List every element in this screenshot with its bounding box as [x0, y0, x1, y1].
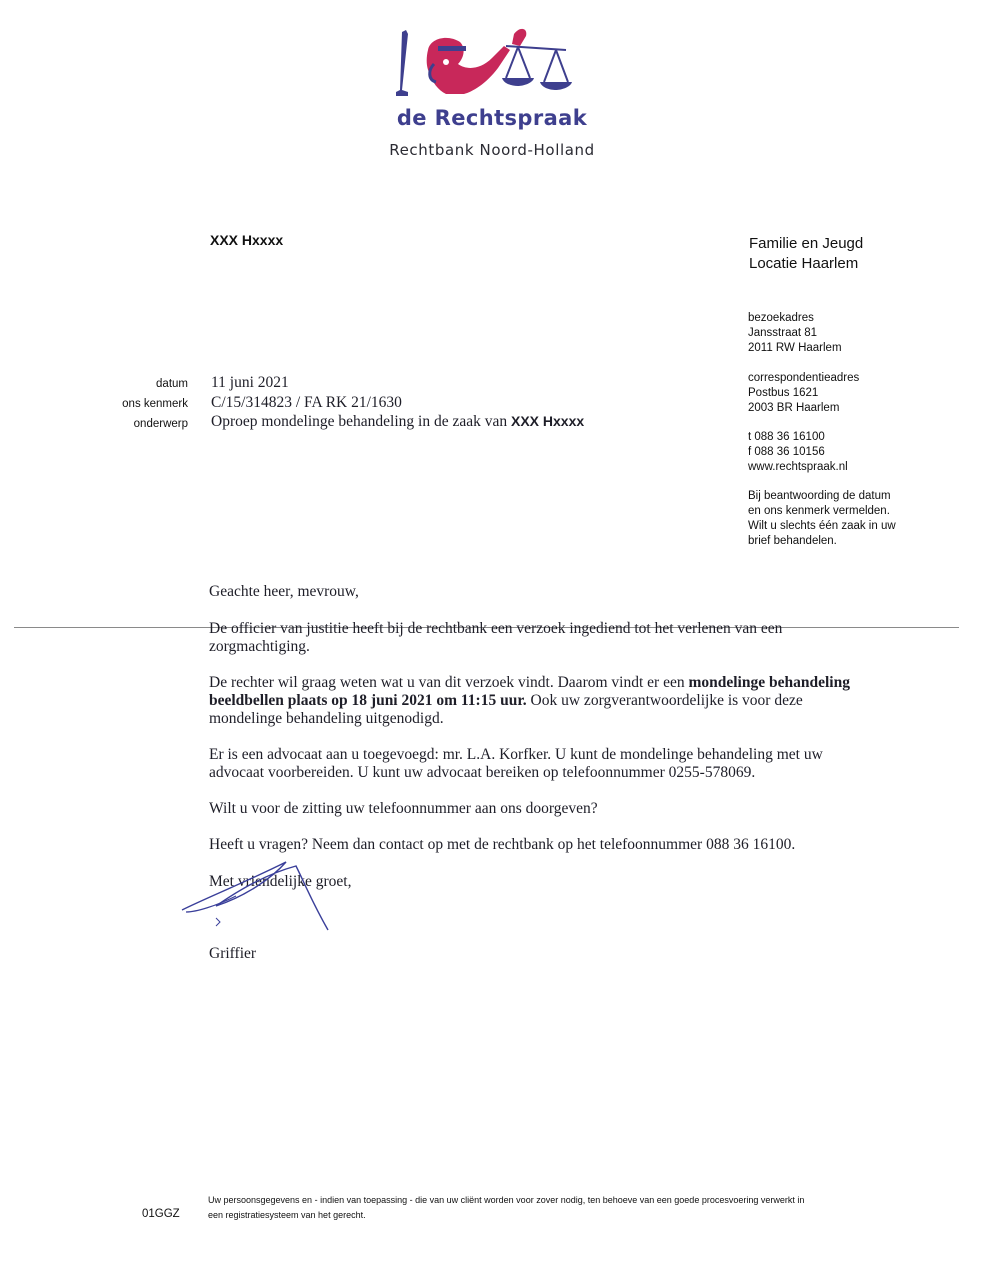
reply-note-line: Bij beantwoording de datum: [748, 490, 891, 502]
paragraph-3: [209, 746, 929, 782]
paragraph-line: zorgmachtiging.: [209, 638, 310, 655]
correspondence-city: 2003 BR Haarlem: [748, 402, 840, 414]
closing: Met vriendelijke groet,: [209, 873, 352, 890]
text-span: De rechter wil graag weten wat u van dit verzoek vindt. Daarom vindt er een: [209, 674, 685, 691]
signatory-title: Griffier: [209, 945, 257, 962]
signature: [176, 852, 366, 932]
paragraph-line: Er is een advocaat aan u toegevoegd: mr. L.A. Korfker. U kunt de mondelinge behandeling met uw: [209, 746, 823, 763]
rechtspraak-logo: [388, 20, 588, 102]
visit-address-city: 2011 RW Haarlem: [748, 342, 842, 354]
reference-value: C/15/314823 / FA RK 21/1630: [211, 394, 402, 411]
date-value: 11 juni 2021: [211, 374, 289, 391]
visit-address: [748, 311, 842, 356]
correspondence-po-box: Postbus 1621: [748, 387, 819, 399]
reference-label: ons kenmerk: [122, 398, 188, 410]
scales-icon: [506, 46, 568, 82]
privacy-notice: [208, 1193, 928, 1223]
subject-name: XXX Hxxxx: [511, 413, 585, 429]
hearing-date-emphasis: beeldbellen plaats op 18 juni 2021 om 11:15 uur.: [209, 692, 527, 709]
visit-address-street: Jansstraat 81: [748, 327, 818, 339]
fax-number: f 088 36 10156: [748, 446, 825, 458]
reply-note-line: Wilt u slechts één zaak in uw: [748, 520, 896, 532]
reply-note: [748, 489, 896, 549]
paragraph-line: De officier van justitie heeft bij de rechtbank een verzoek ingediend tot het verlenen van een: [209, 620, 783, 637]
department-name: Familie en Jeugd: [749, 235, 864, 252]
paragraph-line: [209, 674, 929, 692]
paragraph-1: [209, 620, 929, 656]
paragraph-line: advocaat voorbereiden. U kunt uw advocaat bereiken op telefoonnummer 0255-578069.: [209, 764, 756, 781]
visit-address-label: bezoekadres: [748, 312, 814, 324]
department-block: [749, 234, 863, 274]
date-label: datum: [156, 378, 188, 390]
paragraph-4: Wilt u voor de zitting uw telefoonnummer aan ons doorgeven?: [209, 800, 598, 817]
contact-block: [748, 430, 848, 475]
salutation: Geachte heer, mevrouw,: [209, 583, 359, 600]
brand-name: de Rechtspraak: [396, 106, 588, 130]
correspondence-address: [748, 371, 859, 416]
subject-label: onderwerp: [133, 418, 188, 430]
correspondence-address-label: correspondentieadres: [748, 372, 860, 384]
court-name: Rechtbank Noord-Holland: [389, 141, 595, 159]
privacy-line: Uw persoonsgegevens en - indien van toepassing - die van uw cliënt worden voor zover nodig, ten behoeve van een goede procesvoering verwerkt in: [208, 1195, 805, 1205]
reply-note-line: brief behandelen.: [748, 535, 837, 547]
paragraph-line: [209, 692, 929, 710]
website-link[interactable]: www.rechtspraak.nl: [748, 461, 848, 473]
text-span: Ook uw zorgverantwoordelijke is voor deze: [530, 692, 803, 709]
sword-icon: [396, 30, 408, 96]
subject-value: [211, 413, 584, 431]
privacy-line: een registratiesysteem van het gerecht.: [208, 1210, 366, 1220]
paragraph-2: [209, 674, 929, 728]
reply-note-line: en ons kenmerk vermelden.: [748, 505, 890, 517]
document-code: 01GGZ: [142, 1208, 180, 1220]
department-location: Locatie Haarlem: [749, 255, 859, 272]
hearing-emphasis: mondelinge behandeling: [688, 674, 850, 691]
paragraph-line: mondelinge behandeling uitgenodigd.: [209, 710, 444, 727]
subject-prefix: Oproep mondelinge behandeling in de zaak van: [211, 413, 508, 430]
paragraph-5: Heeft u vragen? Neem dan contact op met de rechtbank op het telefoonnummer 088 36 16100.: [209, 836, 796, 853]
phone-number: t 088 36 16100: [748, 431, 825, 443]
addressee-name: XXX Hxxxx: [210, 232, 284, 248]
